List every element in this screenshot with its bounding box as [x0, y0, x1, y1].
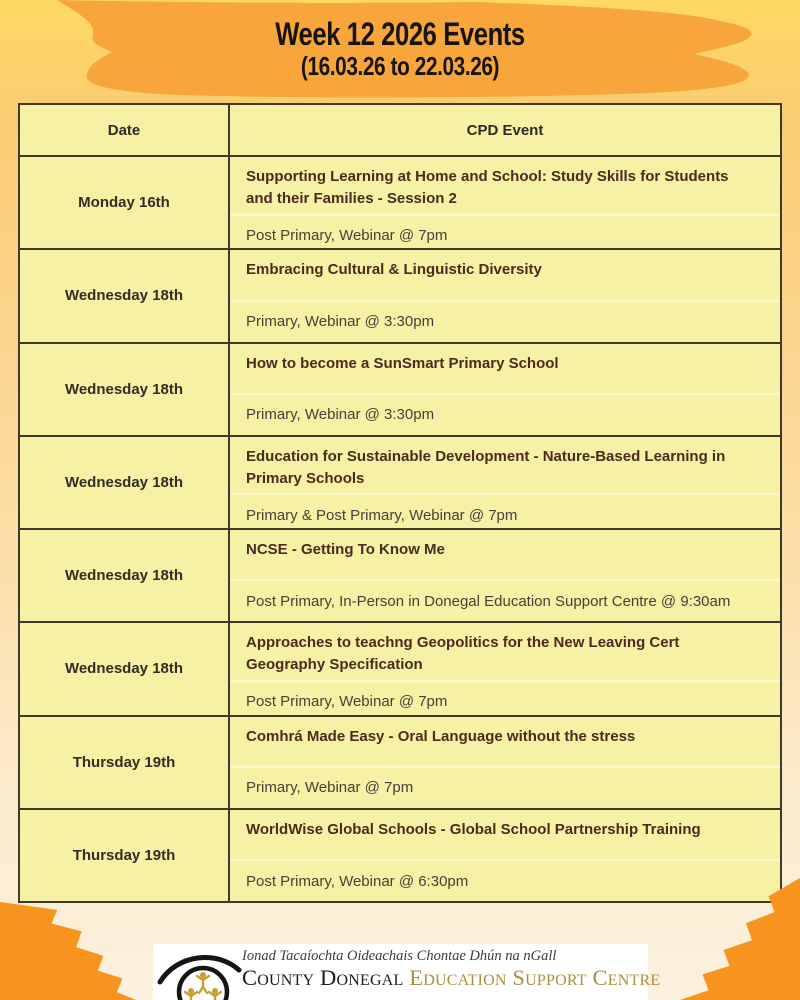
table-header-row	[20, 105, 780, 155]
column-header-cpd-event: CPD Event	[466, 121, 544, 139]
header-text-block	[0, 18, 800, 80]
table-row	[20, 621, 780, 714]
event-title: WorldWise Global Schools - Global School Partnership Training	[230, 810, 780, 861]
table-row	[20, 155, 780, 248]
event-title: Education for Sustainable Development - Nature-Based Learning in Primary Schools	[230, 437, 780, 496]
event-cell	[230, 530, 780, 621]
event-title: How to become a SunSmart Primary School	[230, 344, 780, 395]
event-cell	[230, 437, 780, 528]
centre-name-education-support-centre: Education Support Centre	[409, 965, 661, 990]
events-table	[18, 103, 782, 903]
event-date: Monday 16th	[20, 157, 230, 248]
table-row	[20, 435, 780, 528]
event-cell	[230, 623, 780, 714]
page-title: Week 12 2026 Events	[275, 16, 525, 52]
event-title: NCSE - Getting To Know Me	[230, 530, 780, 581]
centre-english-name	[242, 965, 661, 991]
centre-irish-name: Ionad Tacaíochta Oideachais Chontae Dhún na nGall	[242, 948, 557, 964]
event-cell	[230, 717, 780, 808]
event-cell	[230, 250, 780, 341]
page-subtitle: (16.03.26 to 22.03.26)	[300, 50, 500, 81]
footer-text-block	[242, 948, 661, 991]
event-title: Approaches to teachng Geopolitics for the New Leaving Cert Geography Specification	[230, 623, 780, 682]
footer-logo-box	[153, 944, 661, 1000]
table-row	[20, 715, 780, 808]
table-row	[20, 342, 780, 435]
event-detail: Primary, Webinar @ 3:30pm	[246, 406, 435, 424]
event-date: Wednesday 18th	[20, 344, 230, 435]
event-title: Comhrá Made Easy - Oral Language without the stress	[230, 717, 780, 768]
event-date: Thursday 19th	[20, 810, 230, 901]
event-cell	[230, 344, 780, 435]
event-detail: Primary & Post Primary, Webinar @ 7pm	[246, 506, 518, 524]
event-cell	[230, 810, 780, 901]
header-banner	[0, 0, 800, 100]
event-date: Wednesday 18th	[20, 530, 230, 621]
event-date: Wednesday 18th	[20, 623, 230, 714]
table-row	[20, 528, 780, 621]
event-detail: Post Primary, In-Person in Donegal Education Support Centre @ 9:30am	[246, 592, 731, 610]
event-detail: Post Primary, Webinar @ 6:30pm	[246, 872, 469, 890]
centre-name-county-donegal: County Donegal	[242, 965, 404, 990]
event-detail: Primary, Webinar @ 7pm	[246, 779, 414, 797]
event-detail: Post Primary, Webinar @ 7pm	[246, 693, 448, 711]
event-date: Thursday 19th	[20, 717, 230, 808]
event-detail: Primary, Webinar @ 3:30pm	[246, 313, 435, 330]
event-detail: Post Primary, Webinar @ 7pm	[246, 227, 448, 244]
event-cell	[230, 157, 780, 248]
column-header-date: Date	[20, 105, 230, 155]
event-title: Supporting Learning at Home and School: Study Skills for Students and their Families - Session 2	[230, 157, 780, 216]
event-date: Wednesday 18th	[20, 250, 230, 341]
table-row	[20, 248, 780, 341]
table-row	[20, 808, 780, 901]
event-date: Wednesday 18th	[20, 437, 230, 528]
event-title: Embracing Cultural & Linguistic Diversity	[230, 250, 780, 301]
education-centre-logo-icon	[157, 948, 243, 1000]
decorative-wedge-left	[0, 902, 136, 1000]
